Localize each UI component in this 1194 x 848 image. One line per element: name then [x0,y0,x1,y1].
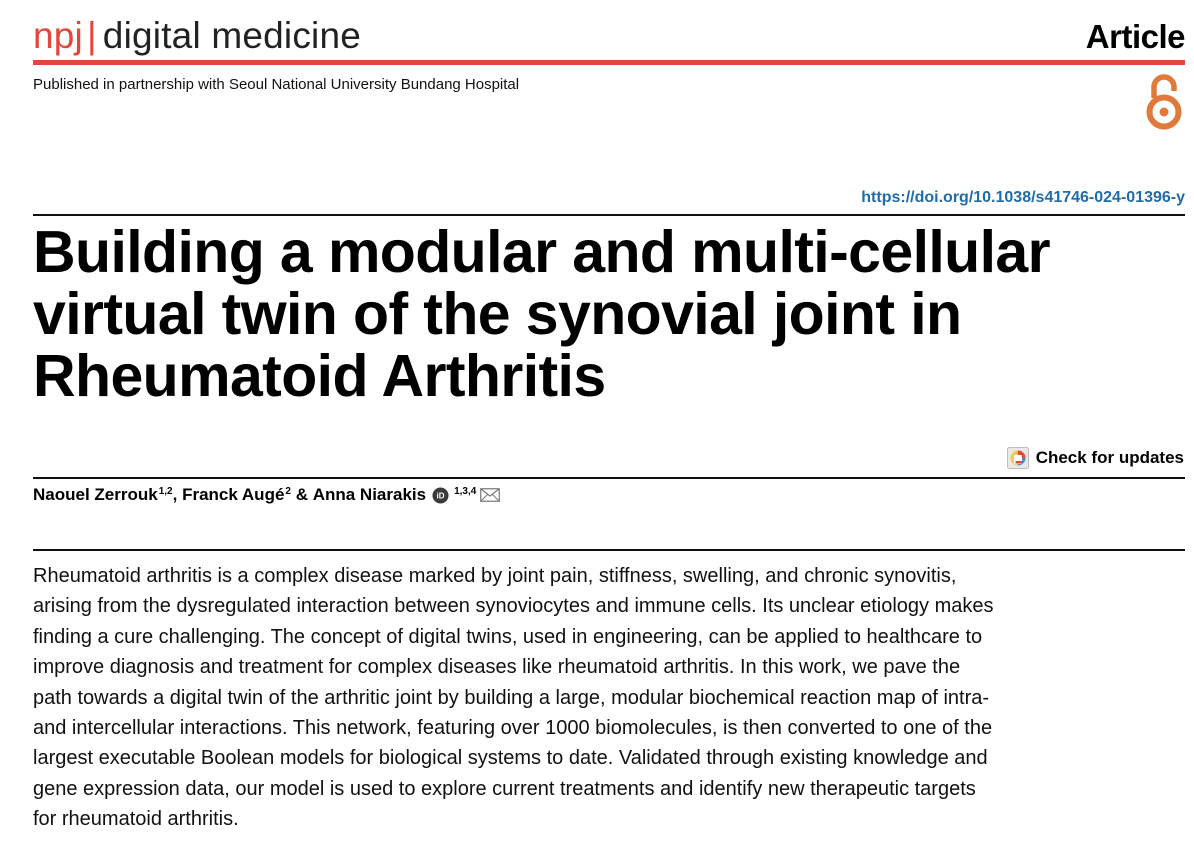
journal-separator: | [86,15,97,56]
author-separator: & [290,485,313,504]
envelope-icon[interactable] [480,488,500,502]
author-name[interactable]: Naouel Zerrouk [33,485,158,504]
open-access-lock-icon [1143,72,1185,130]
author-name[interactable]: Anna Niarakis [312,485,427,504]
journal-brand: npj [33,15,83,56]
check-for-updates-icon [1007,447,1029,469]
article-type-label: Article [1085,18,1185,55]
abstract-top-rule [33,549,1185,551]
check-for-updates-label: Check for updates [1035,448,1184,467]
header-rule [33,60,1185,65]
check-for-updates-button[interactable] [1007,445,1184,471]
doi-link[interactable]: https://doi.org/10.1038/s41746-024-01396-y [861,189,1185,206]
author-separator: , [172,485,183,504]
author-name[interactable]: Franck Augé [182,485,285,504]
orcid-icon[interactable] [432,487,449,504]
article-title: Building a modular and multi-cellular virtual twin of the synovial joint in Rheumatoid Arthritis [33,219,1050,409]
journal-name[interactable] [33,14,361,58]
authors-top-rule [33,477,1185,479]
author-list: Naouel Zerrouk $^{1,2}$ , Franck Augé $^2$ & Anna Niarakis iD $^{1,3,4}$ [33,483,500,507]
title-top-rule [33,214,1185,216]
partnership-note: Published in partnership with Seoul National University Bundang Hospital [33,76,520,93]
abstract-text: Rheumatoid arthritis is a complex disease marked by joint pain, stiffness, swelling, and chronic synovitis, arising from the dysregulated interaction between synoviocytes and immune cells. Its unclear etiology makes finding a cure challenging. The concept of digital twins, used in engineering, can be applied to healthcare to improve diagnosis and treatment for complex diseases like rheumatoid arthritis. In this work, we pave the path towards a digital twin of the arthritic joint by building a large, modular biochemical reaction map of intra- and intercellular interactions. This network, featuring over 1000 biomolecules, is then converted to one of the largest executable Boolean models for biological systems to date. Validated through existing knowledge and gene expression data, our model is used to explore current treatments and identify new therapeutic targets for rheumatoid arthritis. [33,565,994,831]
journal-header [33,12,1185,62]
journal-title: digital medicine [102,15,362,56]
svg-text:iD: iD [436,491,445,501]
